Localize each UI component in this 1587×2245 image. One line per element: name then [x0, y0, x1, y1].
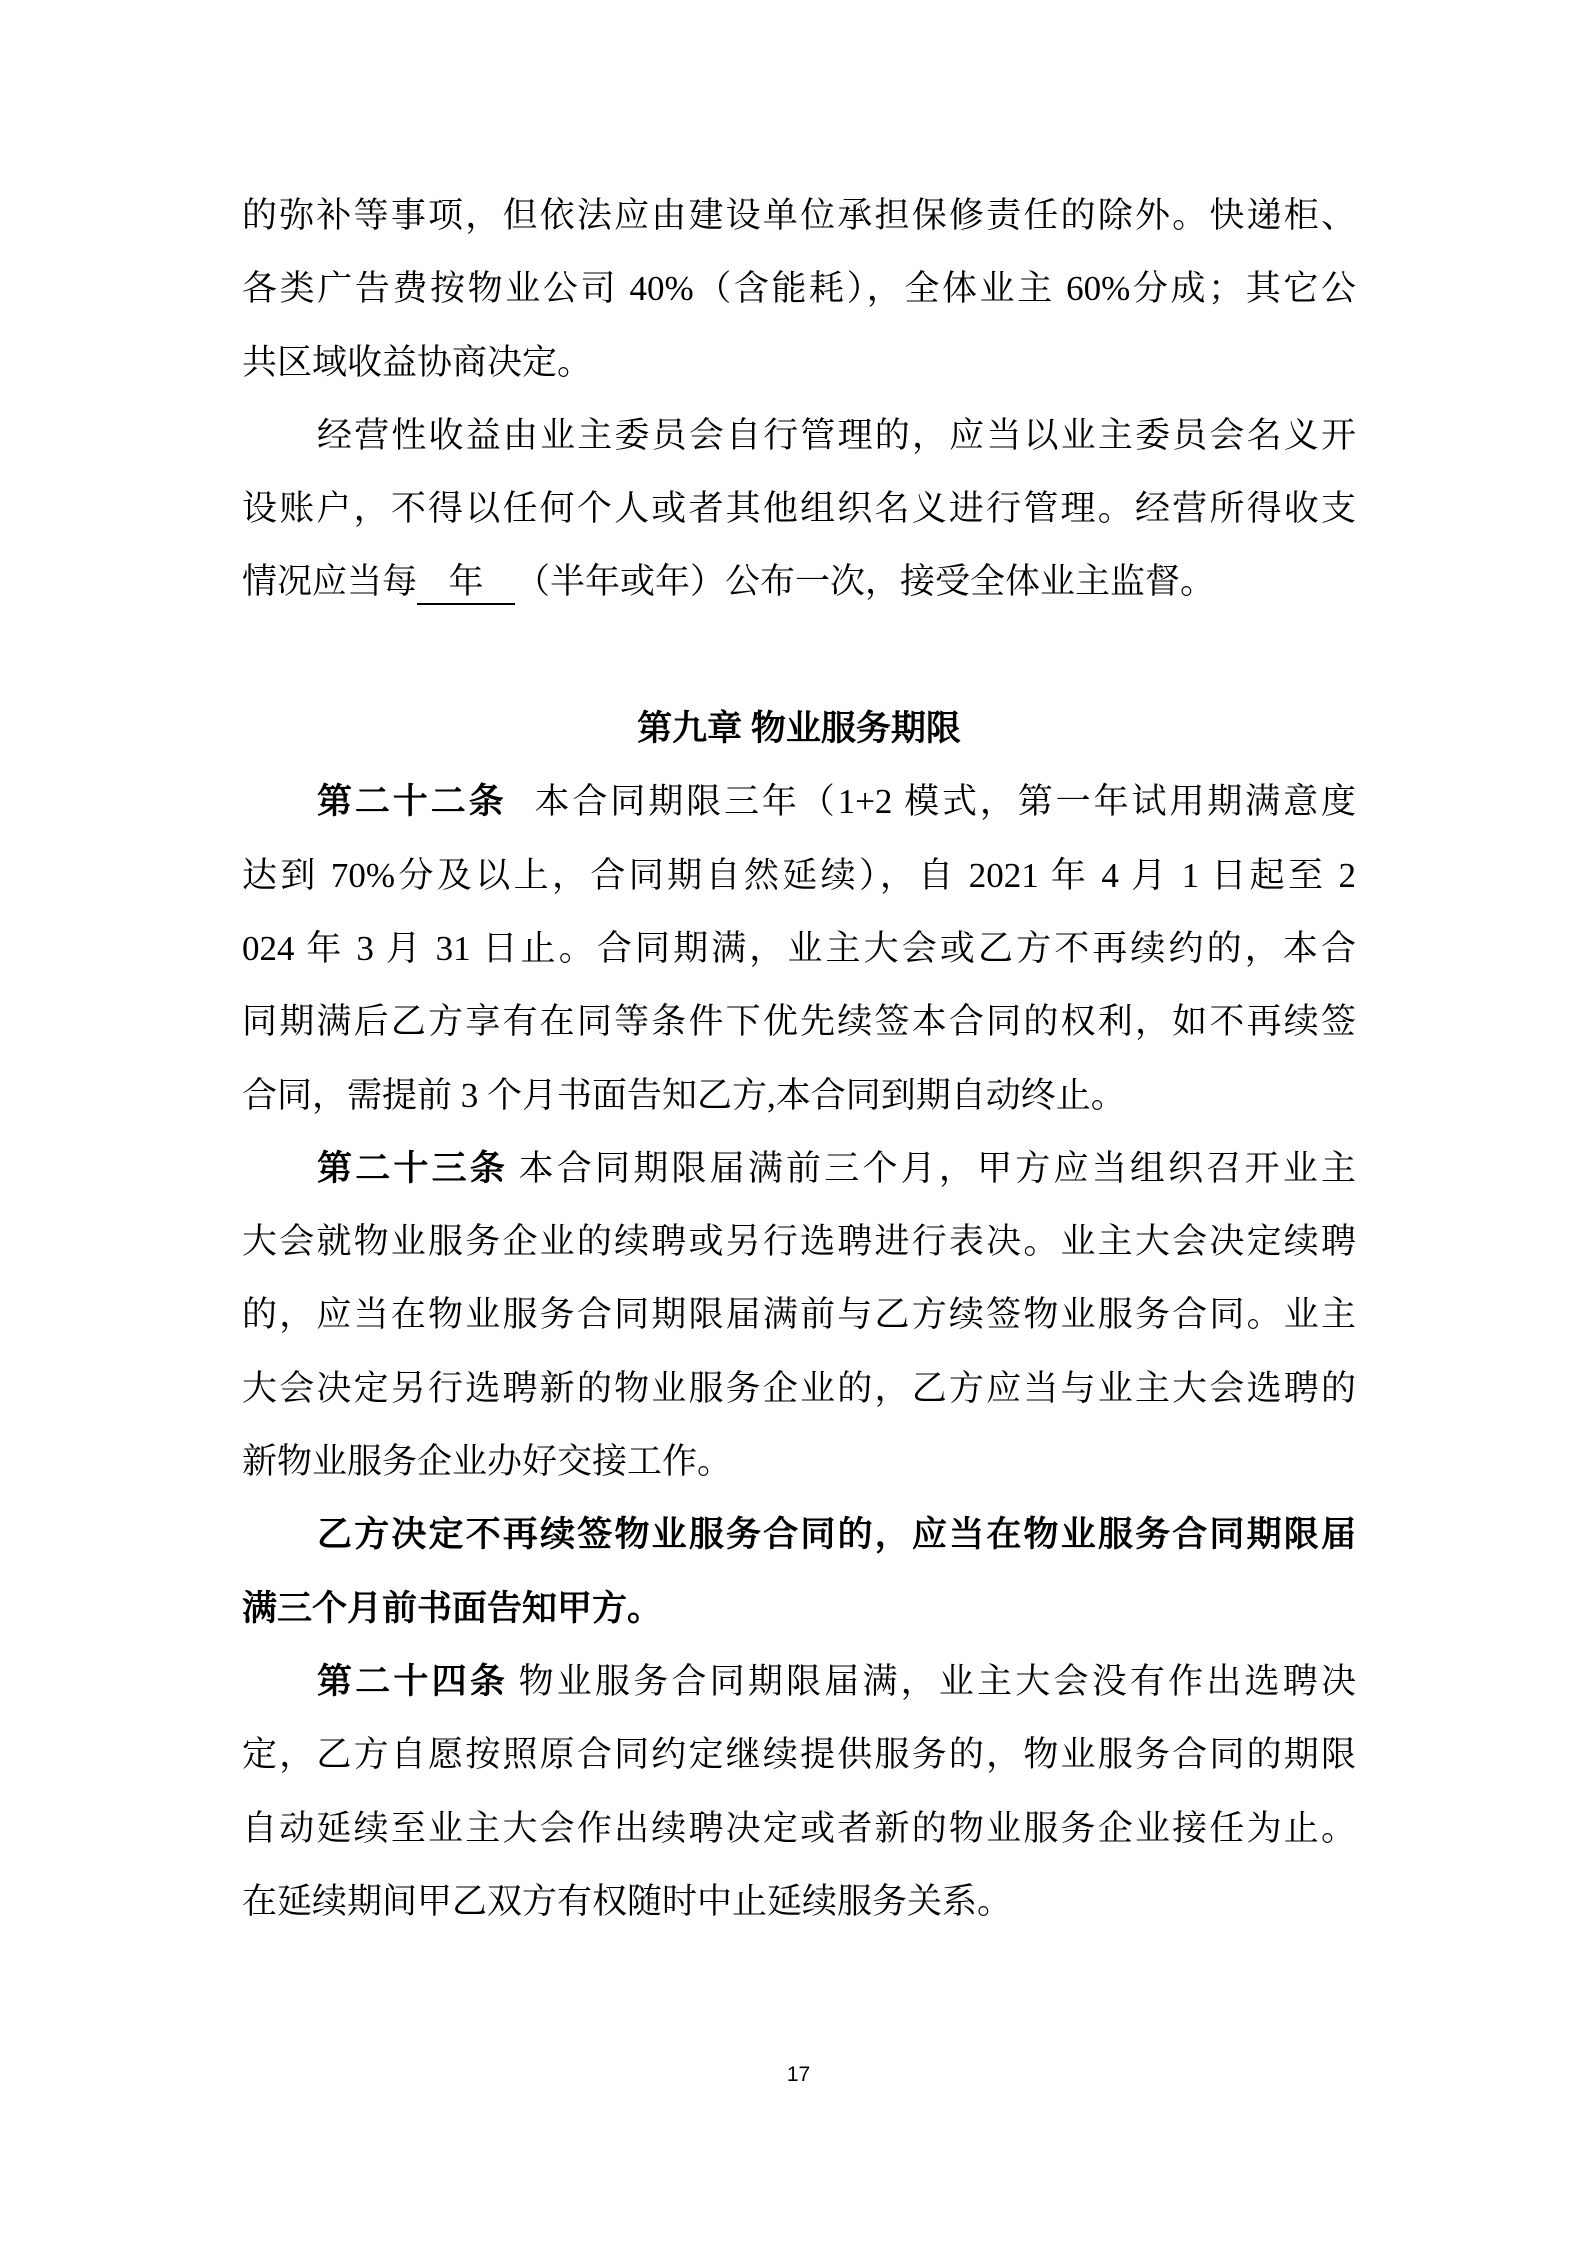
- body-text: [242, 179, 1356, 1938]
- article-number: 第二十二条: [317, 782, 507, 822]
- paragraph-line: 定，乙方自愿按照原合同约定继续提供服务的，物业服务合同的期限: [242, 1735, 1356, 1775]
- paragraph-line: 设账户，不得以任何个人或者其他组织名义进行管理。经营所得收支: [242, 489, 1356, 529]
- paragraph-revenue-sharing: [242, 179, 1356, 399]
- line-text: 物业服务合同期限届满，业主大会没有作出选聘决: [518, 1661, 1356, 1701]
- section-spacer: [242, 619, 1356, 692]
- paragraph-line: 满三个月前书面告知甲方。: [242, 1588, 663, 1628]
- paragraph-line: 合同，需提前 3 个月书面告知乙方,本合同到期自动终止。: [242, 1075, 1126, 1115]
- paragraph-line: 的弥补等事项，但依法应由建设单位承担保修责任的除外。快递柜、: [242, 196, 1356, 235]
- page-number: 17: [786, 2063, 811, 2086]
- line-text: 情况应当每: [242, 562, 418, 602]
- article-24: [242, 1645, 1356, 1938]
- line-text: 本合同期限三年（1+2 模式，第一年试用期满意度: [534, 782, 1356, 822]
- paragraph-line: 024 年 3 月 31 日止。合同期满，业主大会或乙方不再续约的，本合: [242, 928, 1356, 968]
- paragraph-line: 同期满后乙方享有在同等条件下优先续签本合同的权利，如不再续签: [242, 1002, 1356, 1042]
- paragraph-line: 新物业服务企业办好交接工作。: [242, 1442, 733, 1482]
- paragraph-line: [242, 765, 1356, 838]
- paragraph-line: 乙方决定不再续签物业服务合同的，应当在物业服务合同期限届: [317, 1515, 1356, 1555]
- paragraph-revenue-management: [242, 399, 1356, 619]
- article-number: 第二十三条: [317, 1148, 509, 1188]
- paragraph-line: 共区域收益协商决定。: [242, 342, 593, 382]
- paragraph-line: [242, 1132, 1356, 1205]
- paragraph-line: 大会就物业服务企业的续聘或另行选聘进行表决。业主大会决定续聘: [242, 1222, 1356, 1262]
- paragraph-line: [242, 545, 1356, 618]
- article-number: 第二十四条: [317, 1661, 509, 1701]
- paragraph-line: 经营性收益由业主委员会自行管理的，应当以业主委员会名义开: [317, 415, 1356, 455]
- paragraph-line: [242, 1645, 1356, 1718]
- bold-notice-paragraph: [242, 1498, 1356, 1645]
- chapter-heading: 第九章 物业服务期限: [637, 709, 961, 749]
- line-text: 本合同期限届满前三个月，甲方应当组织召开业主: [518, 1148, 1356, 1188]
- article-23: [242, 1132, 1356, 1498]
- paragraph-line: 达到 70%分及以上，合同期自然延续），自 2021 年 4 月 1 日起至 2: [242, 855, 1356, 895]
- article-22: [242, 765, 1356, 1131]
- paragraph-line: 自动延续至业主大会作出续聘决定或者新的物业服务企业接任为止。: [242, 1808, 1356, 1848]
- paragraph-line: 各类广告费按物业公司 40%（含能耗），全体业主 60%分成；其它公: [242, 269, 1356, 309]
- fill-in-blank: 年: [417, 562, 515, 604]
- paragraph-line: 的，应当在物业服务合同期限届满前与乙方续签物业服务合同。业主: [242, 1295, 1356, 1335]
- paragraph-line: 在延续期间甲乙双方有权随时中止延续服务关系。: [242, 1881, 1013, 1921]
- line-text: （半年或年）公布一次，接受全体业主监督。: [515, 562, 1216, 602]
- paragraph-line: 大会决定另行选聘新的物业服务企业的，乙方应当与业主大会选聘的: [242, 1368, 1356, 1408]
